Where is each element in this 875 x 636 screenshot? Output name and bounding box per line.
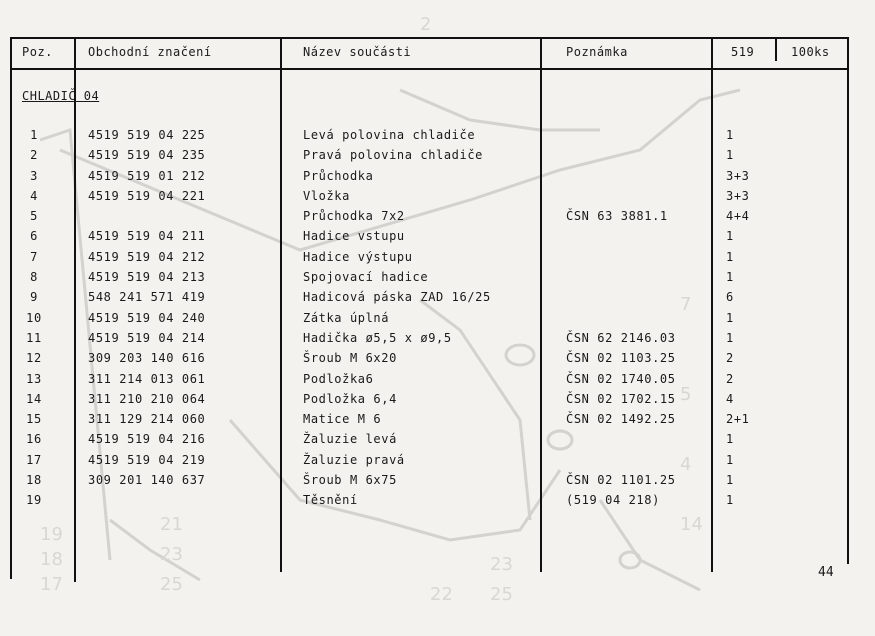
cell-poz: 3	[30, 168, 38, 183]
cell-note: (519 04 218)	[566, 493, 660, 508]
cell-poz: 15	[26, 412, 42, 427]
cell-name: Průchodka	[303, 168, 374, 183]
cell-poz: 14	[26, 391, 42, 406]
cell-name: Matice M 6	[303, 412, 382, 427]
cell-code: 311 214 013 061	[88, 371, 206, 386]
cell-code: 4519 519 04 211	[88, 229, 206, 244]
cell-poz: 6	[30, 229, 38, 244]
cell-name: Levá polovina chladiče	[303, 128, 476, 142]
cell-qty: 3+3	[726, 168, 750, 183]
cell-note: ČSN 62 2146.03	[566, 330, 676, 345]
svg-text:23: 23	[160, 544, 183, 565]
cell-name: Hadicová páska ZAD 16/25	[303, 290, 491, 305]
table-row	[0, 189, 875, 209]
cell-poz: 12	[26, 351, 42, 366]
cell-poz: 2	[30, 148, 38, 163]
cell-poz: 8	[30, 270, 38, 285]
cell-code: 4519 519 04 219	[88, 452, 206, 467]
cell-name: Vložka	[303, 188, 350, 203]
cell-poz: 1	[30, 128, 38, 142]
table-row	[0, 209, 875, 229]
cell-code: 4519 519 04 216	[88, 432, 206, 447]
table-row	[0, 372, 875, 392]
table-row	[0, 270, 875, 290]
cell-poz: 11	[26, 330, 42, 345]
cell-qty: 2+1	[726, 412, 750, 427]
table-row	[0, 229, 875, 249]
section-title: CHLADIČ 04	[22, 89, 100, 103]
table-row	[0, 148, 875, 168]
cell-note: ČSN 02 1101.25	[566, 473, 676, 488]
cell-qty: 4+4	[726, 209, 750, 224]
table-row	[0, 392, 875, 412]
cell-qty: 1	[726, 473, 734, 488]
svg-text:4: 4	[680, 454, 692, 475]
cell-qty: 6	[726, 290, 734, 305]
cell-qty: 1	[726, 249, 734, 264]
cell-name: Průchodka 7x2	[303, 209, 405, 224]
cell-note: ČSN 02 1492.25	[566, 412, 676, 427]
cell-name: Těsnění	[303, 493, 358, 508]
table-row	[0, 169, 875, 189]
cell-code: 4519 519 04 235	[88, 148, 206, 163]
cell-code: 4519 519 01 212	[88, 168, 206, 183]
cell-note: ČSN 02 1702.15	[566, 391, 676, 406]
svg-text:25: 25	[160, 574, 183, 595]
table-row	[0, 128, 875, 148]
cell-qty: 2	[726, 371, 734, 386]
svg-text:25: 25	[490, 584, 513, 605]
cell-qty: 1	[726, 270, 734, 285]
table-row	[0, 290, 875, 310]
cell-poz: 10	[26, 310, 42, 325]
table-row	[0, 331, 875, 351]
svg-text:23: 23	[490, 554, 513, 575]
header-qty-basis: 100ks	[791, 45, 830, 59]
cell-name: Šroub M 6x75	[303, 473, 397, 488]
svg-text:14: 14	[680, 514, 703, 535]
cell-poz: 16	[26, 432, 42, 447]
cell-poz: 13	[26, 371, 42, 386]
cell-poz: 4	[30, 188, 38, 203]
table-row	[0, 311, 875, 331]
svg-text:22: 22	[430, 584, 453, 605]
table-row	[0, 432, 875, 452]
header-name: Název součásti	[303, 45, 412, 59]
cell-code: 4519 519 04 221	[88, 188, 206, 203]
cell-name: Zátka úplná	[303, 310, 390, 325]
cell-qty: 1	[726, 229, 734, 244]
cell-name: Podložka 6,4	[303, 391, 397, 406]
parts-list	[0, 128, 875, 514]
table-row	[0, 351, 875, 371]
cell-poz: 18	[26, 473, 42, 488]
cell-name: Šroub M 6x20	[303, 351, 397, 366]
svg-text:5: 5	[680, 384, 692, 405]
cell-code: 548 241 571 419	[88, 290, 206, 305]
cell-qty: 2	[726, 351, 734, 366]
cell-name: Hadička ø5,5 x ø9,5	[303, 330, 452, 345]
cell-note: ČSN 02 1103.25	[566, 351, 676, 366]
cell-qty: 1	[726, 310, 734, 325]
cell-code: 4519 519 04 225	[88, 128, 206, 142]
cell-poz: 5	[30, 209, 38, 224]
table-row	[0, 412, 875, 432]
cell-name: Podložka6	[303, 371, 374, 386]
cell-qty: 1	[726, 330, 734, 345]
table-top-rule	[10, 37, 848, 39]
table-row	[0, 493, 875, 513]
column-rule-qty	[775, 37, 777, 61]
cell-code: 4519 519 04 240	[88, 310, 206, 325]
cell-qty: 1	[726, 452, 734, 467]
header-note: Poznámka	[566, 45, 628, 59]
cell-qty: 1	[726, 148, 734, 163]
cell-poz: 7	[30, 249, 38, 264]
cell-name: Žaluzie pravá	[303, 452, 405, 467]
cell-name: Žaluzie levá	[303, 432, 397, 447]
cell-code: 311 129 214 060	[88, 412, 206, 427]
cell-name: Hadice výstupu	[303, 249, 413, 264]
cell-name: Hadice vstupu	[303, 229, 405, 244]
svg-text:7: 7	[680, 294, 692, 315]
cell-qty: 1	[726, 432, 734, 447]
svg-text:18: 18	[40, 549, 63, 570]
cell-code: 4519 519 04 214	[88, 330, 206, 345]
cell-poz: 17	[26, 452, 42, 467]
cell-note: ČSN 63 3881.1	[566, 209, 668, 224]
svg-text:2: 2	[420, 14, 432, 35]
cell-qty: 4	[726, 391, 734, 406]
table-row	[0, 250, 875, 270]
cell-qty: 1	[726, 493, 734, 508]
cell-code: 309 203 140 616	[88, 351, 206, 366]
cell-poz: 9	[30, 290, 38, 305]
cell-code: 4519 519 04 212	[88, 249, 206, 264]
cell-code: 4519 519 04 213	[88, 270, 206, 285]
svg-text:17: 17	[40, 574, 63, 595]
cell-name: Spojovací hadice	[303, 270, 429, 285]
cell-code: 311 210 210 064	[88, 391, 206, 406]
header-code: Obchodní značení	[88, 45, 212, 59]
cell-qty: 3+3	[726, 188, 750, 203]
svg-text:21: 21	[160, 514, 183, 535]
table-row	[0, 473, 875, 493]
header-model: 519	[731, 45, 755, 59]
cell-code: 309 201 140 637	[88, 473, 206, 488]
cell-name: Pravá polovina chladiče	[303, 148, 483, 163]
cell-note: ČSN 02 1740.05	[566, 371, 676, 386]
header-poz: Poz.	[22, 45, 53, 59]
header-bottom-rule	[10, 68, 848, 70]
cell-poz: 19	[26, 493, 42, 508]
table-row	[0, 453, 875, 473]
cell-qty: 1	[726, 128, 734, 142]
page-number: 44	[818, 565, 834, 580]
svg-text:19: 19	[40, 524, 63, 545]
